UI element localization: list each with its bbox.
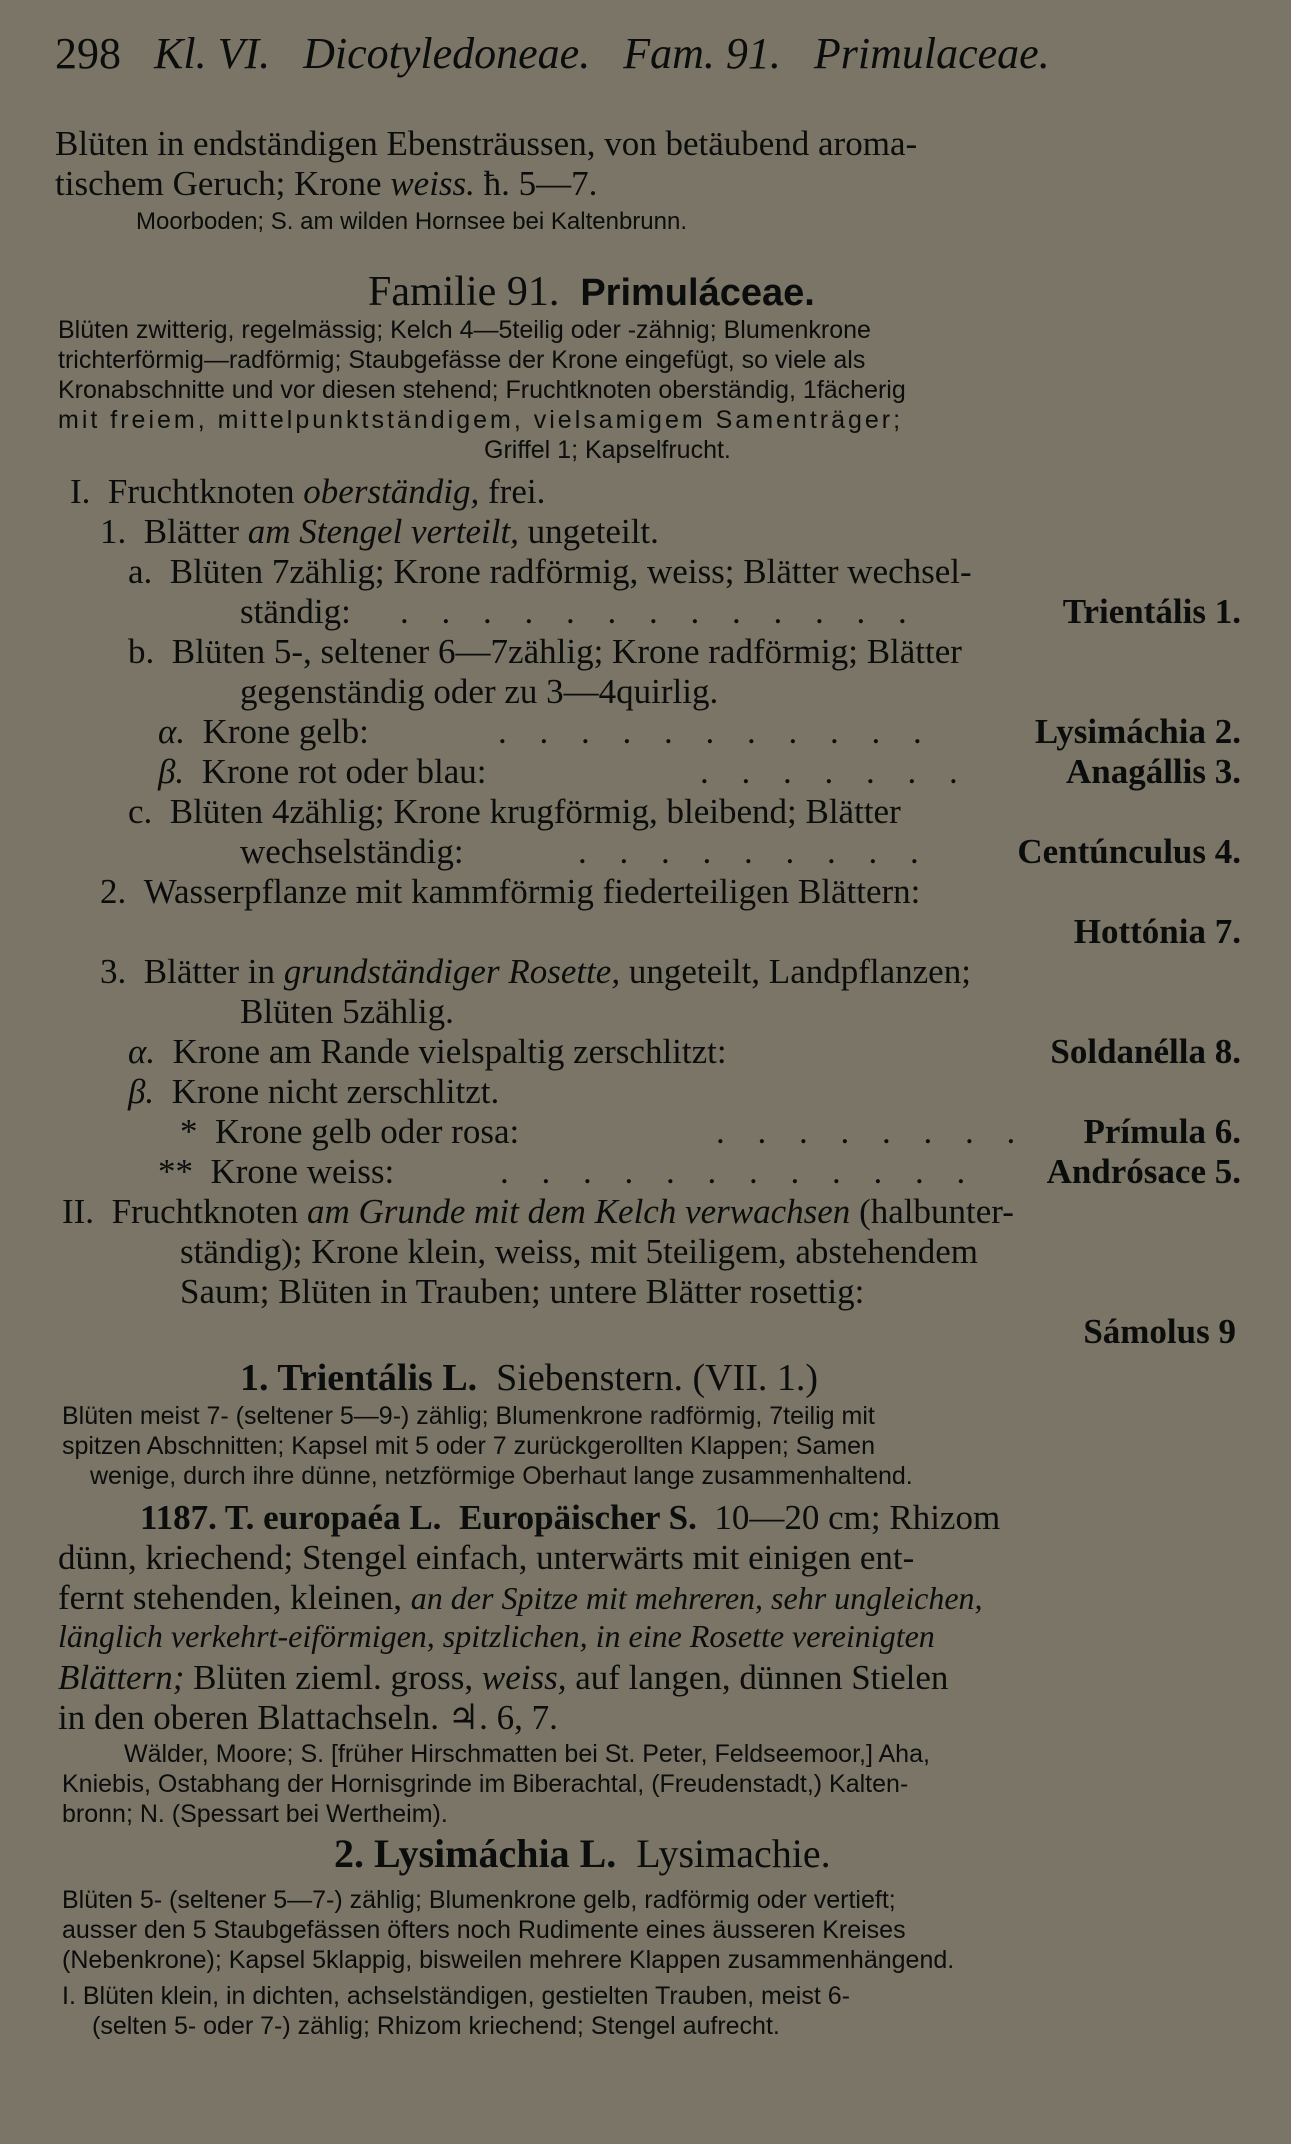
genus-key-1: I. Blüten klein, in dichten, achselständigen, gestielten Trauben, meist 6-	[62, 1982, 850, 2010]
key-dots: . . . . . . . . . . . . .	[400, 592, 919, 631]
species-text: auf langen, dünnen Stielen	[566, 1658, 949, 1697]
key-line	[180, 1112, 519, 1152]
key-text: Krone rot oder blau:	[201, 752, 487, 791]
species-line-6: in den oberen Blattachseln. ♃. 6, 7.	[58, 1698, 558, 1737]
key-number: II.	[62, 1192, 95, 1231]
key-dots: . . . . . . . . . . .	[498, 712, 934, 751]
key-line	[240, 992, 454, 1032]
genus-key-2: (selten 5- oder 7-) zählig; Rhizom kriechend; Stengel aufrecht.	[92, 2012, 780, 2040]
key-number: a.	[128, 552, 153, 591]
genus-common-name: Lysimachie.	[636, 1831, 831, 1876]
family-number: Familie 91.	[368, 269, 560, 315]
genus-heading	[334, 1830, 831, 1877]
species-text: 10—20 cm; Rhizom	[714, 1498, 1001, 1537]
key-dots: . . . . . . .	[700, 752, 970, 791]
key-number: *	[180, 1112, 198, 1151]
key-line	[240, 672, 718, 712]
key-text: Blüten 7zählig; Krone radförmig, weiss; Blätter wechsel-	[169, 552, 972, 591]
family-desc-5: Griffel 1; Kapselfrucht.	[484, 436, 731, 464]
key-number: b.	[128, 632, 155, 671]
key-text: Fruchtknoten	[111, 1192, 307, 1231]
genus-desc-2: ausser den 5 Staubgefässen öfters noch Rudimente eines äusseren Kreises	[62, 1916, 906, 1944]
species-name: 1187. T. europaéa L.	[140, 1498, 442, 1537]
intro-locality: Moorboden; S. am wilden Hornsee bei Kaltenbrunn.	[136, 208, 687, 235]
key-result: Lysimáchia 2.	[1034, 712, 1241, 751]
key-text: Saum; Blüten in Trauben; untere Blätter rosettig:	[180, 1272, 865, 1311]
key-italic: am Stengel verteilt,	[247, 512, 519, 551]
genus-name: 1. Trientális L.	[240, 1357, 478, 1399]
key-result: Andrósace 5.	[1046, 1152, 1241, 1191]
key-number: β.	[158, 752, 185, 791]
key-line	[100, 952, 971, 992]
family-desc-2: trichterförmig—radförmig; Staubgefässe der Krone eingefügt, so viele als	[58, 346, 866, 374]
species-line-3	[58, 1578, 983, 1618]
key-number: c.	[128, 792, 153, 831]
key-line	[180, 1232, 978, 1272]
intro-italic: weiss.	[390, 164, 475, 203]
key-line	[62, 1192, 1014, 1232]
species-italic: Blättern;	[58, 1658, 185, 1697]
species-line-5	[58, 1658, 948, 1698]
family-heading	[368, 268, 815, 316]
key-number: α.	[128, 1032, 156, 1071]
key-dots: . . . . . . . . . . . .	[500, 1152, 978, 1191]
genus-name: 2. Lysimáchia L.	[334, 1831, 617, 1876]
header-group: Dicotyledoneae.	[303, 29, 591, 78]
key-text: ständig); Krone klein, weiss, mit 5teiligem, abstehendem	[180, 1232, 979, 1271]
key-line	[70, 472, 545, 512]
key-line	[158, 1152, 394, 1192]
key-line	[180, 1272, 864, 1312]
key-text: gegenständig oder zu 3—4quirlig.	[240, 672, 719, 711]
intro-line-2	[55, 164, 597, 204]
key-text: Blätter in	[143, 952, 284, 991]
species-line-1	[140, 1498, 1000, 1538]
key-text: ständig:	[240, 592, 351, 631]
page-number: 298	[55, 29, 121, 78]
key-line	[128, 632, 962, 672]
key-dots: . . . . . . . . .	[578, 832, 931, 871]
key-number: 1.	[100, 512, 127, 551]
header-name: Primulaceae.	[813, 29, 1050, 78]
key-result: Soldanélla 8.	[1050, 1032, 1241, 1071]
genus-desc-1: Blüten 5- (seltener 5—7-) zählig; Blumenkrone gelb, radförmig oder vertieft;	[62, 1886, 896, 1914]
intro-line-1: Blüten in endständigen Ebensträussen, von betäubend aroma-	[55, 124, 918, 163]
family-desc-3: Kronabschnitte und vor diesen stehend; Fruchtknoten oberständig, 1fächerig	[58, 376, 906, 404]
key-line	[100, 872, 920, 912]
genus-desc-3: wenige, durch ihre dünne, netzförmige Oberhaut lange zusammenhaltend.	[90, 1462, 913, 1490]
species-common-name: Europäischer S.	[458, 1498, 697, 1537]
family-name: Primuláceae.	[580, 272, 815, 314]
genus-desc-1: Blüten meist 7- (seltener 5—9-) zählig; Blumenkrone radförmig, 7teilig mit	[62, 1402, 875, 1430]
genus-desc-2: spitzen Abschnitten; Kapsel mit 5 oder 7 zurückgerollten Klappen; Samen	[62, 1432, 875, 1460]
header-class: Kl. VI.	[154, 29, 271, 78]
key-italic: oberständig,	[303, 472, 480, 511]
key-dots: . . . . . . . .	[716, 1112, 1028, 1151]
key-result: Centúnculus 4.	[1017, 832, 1241, 871]
species-line-4: länglich verkehrt-eiförmigen, spitzlichen, in eine Rosette vereinigten	[58, 1618, 935, 1654]
species-locality-3: bronn; N. (Spessart bei Wertheim).	[62, 1800, 448, 1828]
intro-text: tischem Geruch; Krone	[55, 164, 391, 203]
key-line	[128, 552, 972, 592]
running-header	[55, 28, 1050, 79]
key-italic: grundständiger Rosette,	[283, 952, 621, 991]
key-line	[128, 792, 901, 832]
key-text: Blätter	[143, 512, 248, 551]
key-number: **	[158, 1152, 193, 1191]
key-text: Krone weiss:	[210, 1152, 395, 1191]
key-result: Prímula 6.	[1083, 1112, 1241, 1151]
species-line-2: dünn, kriechend; Stengel einfach, unterwärts mit einigen ent-	[58, 1538, 915, 1577]
genus-desc-3: (Nebenkrone); Kapsel 5klappig, bisweilen mehrere Klappen zusammenhängend.	[62, 1946, 955, 1974]
key-text: Wasserpflanze mit kammförmig fiederteiligen Blättern:	[143, 872, 921, 911]
key-line	[158, 752, 486, 792]
species-italic: weiss,	[481, 1658, 567, 1697]
key-number: I.	[70, 472, 91, 511]
key-text: Blüten 5-, seltener 6—7zählig; Krone radförmig; Blätter	[171, 632, 962, 671]
key-text: Krone gelb oder rosa:	[215, 1112, 520, 1151]
key-text: Fruchtknoten	[107, 472, 304, 511]
key-text: frei.	[479, 472, 546, 511]
key-result: Hottónia 7.	[1073, 912, 1241, 951]
key-line	[158, 712, 369, 752]
species-locality-2: Kniebis, Ostabhang der Hornisgrinde im Biberachtal, (Freudenstadt,) Kalten-	[62, 1770, 909, 1798]
family-desc-1: Blüten zwitterig, regelmässig; Kelch 4—5teilig oder -zähnig; Blumenkrone	[58, 316, 871, 344]
key-text: ungeteilt.	[518, 512, 659, 551]
key-text: ungeteilt, Landpflanzen;	[620, 952, 971, 991]
species-text: Blüten zieml. gross,	[184, 1658, 482, 1697]
key-text: Krone nicht zerschlitzt.	[171, 1072, 500, 1111]
genus-heading	[240, 1356, 818, 1400]
genus-common-name: Siebenstern. (VII. 1.)	[496, 1357, 819, 1399]
key-text: Krone am Rande vielspaltig zerschlitzt:	[172, 1032, 727, 1071]
key-italic: am Grunde mit dem Kelch verwachsen	[306, 1192, 851, 1231]
key-text: Blüten 4zählig; Krone krugförmig, bleibend; Blätter	[169, 792, 901, 831]
key-number: β.	[128, 1072, 155, 1111]
key-text: (halbunter-	[850, 1192, 1014, 1231]
family-desc-4: mit freiem, mittelpunktständigem, vielsamigem Samenträger;	[58, 406, 904, 434]
key-line	[128, 1032, 727, 1072]
key-number: 3.	[100, 952, 127, 991]
key-text: Krone gelb:	[202, 712, 369, 751]
header-family: Fam. 91.	[623, 29, 781, 78]
species-text: fernt stehenden, kleinen,	[58, 1578, 411, 1617]
key-text: wechselständig:	[240, 832, 464, 871]
species-italic: an der Spitze mit mehreren, sehr ungleichen,	[410, 1580, 983, 1616]
key-result: Anagállis 3.	[1065, 752, 1241, 791]
key-line	[240, 832, 464, 872]
key-result: Sámolus 9	[1083, 1312, 1236, 1351]
species-locality-1: Wälder, Moore; S. [früher Hirschmatten bei St. Peter, Feldseemoor,] Aha,	[124, 1740, 930, 1768]
key-line	[240, 592, 351, 632]
key-line	[128, 1072, 499, 1112]
key-text: Blüten 5zählig.	[240, 992, 454, 1031]
key-number: α.	[158, 712, 186, 751]
intro-symbol: ħ. 5—7.	[474, 164, 598, 203]
key-result: Trientális 1.	[1062, 592, 1241, 631]
key-number: 2.	[100, 872, 127, 911]
key-line	[100, 512, 659, 552]
